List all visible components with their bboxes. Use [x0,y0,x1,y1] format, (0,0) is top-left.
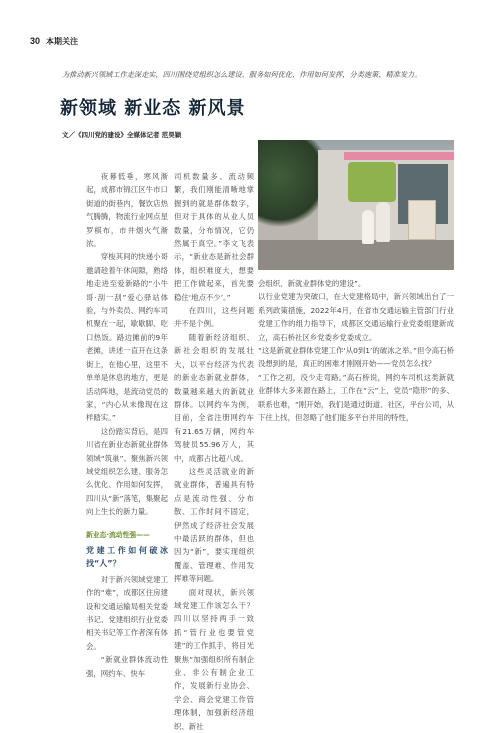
text-column-3 [258,277,454,424]
text-column-2 [174,170,254,733]
article-byline: 文／《四川党的建设》全媒体记者 范昊颖 [62,131,182,139]
station-sign-image [348,162,396,202]
paragraph: “这是新就业群体党建工作‘从0到1’的破冰之举。”但令高石桥没想到的是，真正的困难才刚刚开始——党员怎么找？ [258,346,454,369]
paragraph: 穿梭其间的快递小哥邀请趁着午休间隙，熟络地走进至爱新路的“小牛哥·刮一刮”爱心驿站体验，与外卖员、网约车司机聚在一起，歇歇脚、吃口热饭。路边摊前的9年老摊，讲述一直开在这条街上，在他心里，这里不单单是休息的地方，更是活动阵地，是流动党员的家，“内心从未像现在这样踏实。” [86,252,168,423]
section-kicker: 新业态·流动性强—— [86,530,150,539]
paragraph: 以行业党建为突破口，在大党建格局中，新兴领域出台了一系列政策措施，2022年4月，在省市交通运输主管部门行业党建工作的组力指导下，成都区交通运输行业党委组建新成立，高石桥社区乡党委乡党委成立。 [258,292,454,342]
article-title: 新领域 新业态 新风景 [60,98,246,119]
paragraph: 夜幕低垂，寒风渐起，成都市锦江区牛市口街道的街巷内，餐饮店热气腾腾，物流行业网点星罗棋布，市井烟火气渐浓。 [86,172,168,249]
paragraph: 这份踏实背后，是四川省在新业态新就业群体领域“筑巢”。聚焦新兴领域党组织怎么建、服务怎么优化、作用如何发挥，四川从“新”落笔，集聚起向上生长的新力量。 [86,426,168,517]
paragraph: 这些灵活就业的新就业群体，普遍具有特点是流动性强、分布散、工作时间不固定，伊然成了经济社会发展中最活跃的群体，但也因为“新”，要实现组织覆盖、管理难、作用发挥难等问题。 [174,466,254,584]
text-column-1 [86,170,168,680]
column-name: 本期关注 [46,36,79,46]
paragraph: “工作之初，没少走弯路。”高石桥说，网约车司机这类新就业群体大多来源在路上，工作在“云”上，党员“隐形”的多、联系也难，“刚开始，我们是通过街道、社区，平台公司，从下往上找，但忽略了他们能多平台并用的特性， [258,372,454,423]
paragraph: 司机数量多、流动频繁，我们刚能清晰地掌握到的就是群体数字，但对于具体的从业人员数量，分布情况，它仍然属于真空。”李文飞表示，“新业态是新社会群体，组织难度大，想要把工作做起来，首先要稳住‘地点不少’。” [174,172,254,302]
article-lead: 为推动新兴领域工作走深走实，四川围绕党组织怎么建设、服务如何优化、作用如何发挥，分类施策、精准发力。 [62,70,422,79]
paragraph: 在四川，这些问题并不是个例。 [174,306,254,329]
paragraph: “新就业群体流动性强，网约车、快车 [86,655,168,678]
page-header [30,34,78,48]
section-heading: 党建工作如何破冰找“人”？ [86,545,168,569]
paragraph: 随着新经济组织、新社会组织的发展壮大，以平台经济为代表的新业态新就业群体，数量越来越大的新就业群体。以网约车为例，目前，全省注册网约车有21.65万辆，网约车驾驶员55.96万人，其中，成都占比超八成。 [174,332,254,463]
page-number: 30 [30,36,41,46]
paragraph: 对于新兴领域党建工作的“难”，成都区住房建设和交通运输局相关党委书记、党建组织行业党委相关书记等工作者深有体会。 [86,574,168,651]
paragraph: 面对现状，新兴领域党建工作该怎么干？四川以坚持两手一致抓“管行业也要管党建”的工作抓手，将目光聚焦“加强组织所有制企业、非公有制企业工作，发展新行业协会、学会、商会党建工作管理体制，加强新经济组织、新社 [174,587,254,731]
article-photo [258,140,454,270]
paragraph: 会组织、新就业群体党的建设”。 [258,279,366,288]
